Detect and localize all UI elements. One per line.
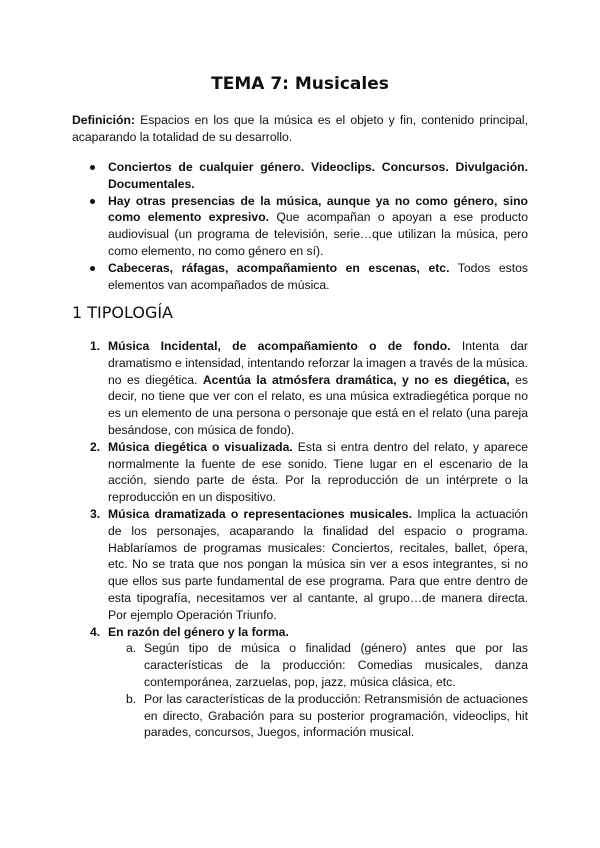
bullet-item: [72, 159, 528, 193]
bullet-list: [72, 159, 528, 293]
sub-item-letter: b.: [126, 691, 137, 706]
item-bold: Música diegética o visualizada.: [108, 439, 293, 454]
bullet-dot-icon: [90, 266, 95, 271]
item-text: Esta si entra dentro del relato, y aparece normalmente la fuente de ese sonido. Tiene lugar en el escenario de la acción, siendo parte de ésta. Por la reproducción de un intérprete o la reproducción en un dispositivo.: [108, 439, 529, 505]
typology-item: [72, 338, 528, 439]
bullet-dot-icon: [90, 165, 95, 170]
item-text-2: es decir, no tiene que ver con el relato, es una música extradiegética porque no es un elemento de una persona o personaje que está en el relato (una pareja besándose, con música de fondo).: [108, 372, 528, 437]
sub-item: [72, 691, 528, 741]
sub-item-text: Por las características de la producción: Retransmisión de actuaciones en directo, Grabación para su posterior programación, videoclips, hit parades, concursos, Juegos, información musical.: [144, 691, 528, 740]
typology-item: [72, 439, 528, 506]
typology-list: [72, 338, 528, 741]
bullet-bold: Conciertos de cualquier género. Videoclips. Concursos. Divulgación. Documentales.: [108, 160, 528, 191]
item-text: Implica la actuación de los personajes, acaparando la finalidad del espacio o programa. Hablaríamos de programas musicales: Conciertos, recitales, ballet, ópera, etc. No se trata que nos pongan la música sin ver a esos integrantes, si no que ellos sus parte fundamental de ese programa. Para que entre dentro de esta tipografía, necesitamos ver al cantante, al grupo…de manera directa. Por ejemplo Operación Triunfo.: [108, 506, 528, 622]
item-bold: Música dramatizada o representaciones musicales.: [108, 506, 413, 521]
bullet-text: Todos estos elementos van acompañados de música.: [108, 260, 528, 292]
item-number: 1.: [90, 339, 101, 353]
item-number: 2.: [90, 439, 101, 454]
typology-item: [72, 506, 528, 624]
item-bold: En razón del género y la forma.: [108, 624, 289, 639]
item-number: 4.: [90, 624, 101, 639]
sub-item: [72, 640, 528, 690]
definition-text: Espacios en los que la música es el objeto y fin, contenido principal, acaparando la totalidad de su desarrollo.: [72, 113, 528, 144]
typology-item: [72, 624, 528, 641]
bullet-item: [72, 193, 528, 260]
page-title: TEMA 7: Musicales: [211, 74, 389, 94]
item-text: Intenta dar dramatismo e intensidad, intentando reforzar la imagen a través de la música. no es diegética.: [108, 339, 529, 387]
sub-item-letter: a.: [126, 641, 137, 656]
bullet-text: Que acompañan o apoyan a ese producto audiovisual (un programa de televisión, serie…que utilizan la música, pero como elemento, no como género en sí).: [108, 210, 528, 258]
section-heading: 1 TIPOLOGÍA: [72, 303, 173, 322]
bullet-item: [72, 260, 528, 294]
item-number: 3.: [90, 506, 101, 521]
item-bold-2: Acentúa la atmósfera dramática, y no es diegética,: [202, 372, 510, 387]
bullet-dot-icon: [90, 199, 95, 204]
definition-paragraph: [72, 112, 528, 146]
definition-label: Definición:: [72, 113, 135, 127]
sub-item-text: Según tipo de música o finalidad (género) antes que por las características de la producción: Comedias musicales, danza contemporánea, zarzuelas, pop, jazz, música clásica, etc.: [144, 641, 528, 689]
bullet-bold: Cabeceras, ráfagas, acompañamiento en escenas, etc.: [108, 260, 450, 275]
bullet-bold: Hay otras presencias de la música, aunque ya no como género, sino como elemento expresivo.: [108, 193, 528, 225]
item-bold: Música Incidental, de acompañamiento o de fondo.: [108, 339, 451, 353]
